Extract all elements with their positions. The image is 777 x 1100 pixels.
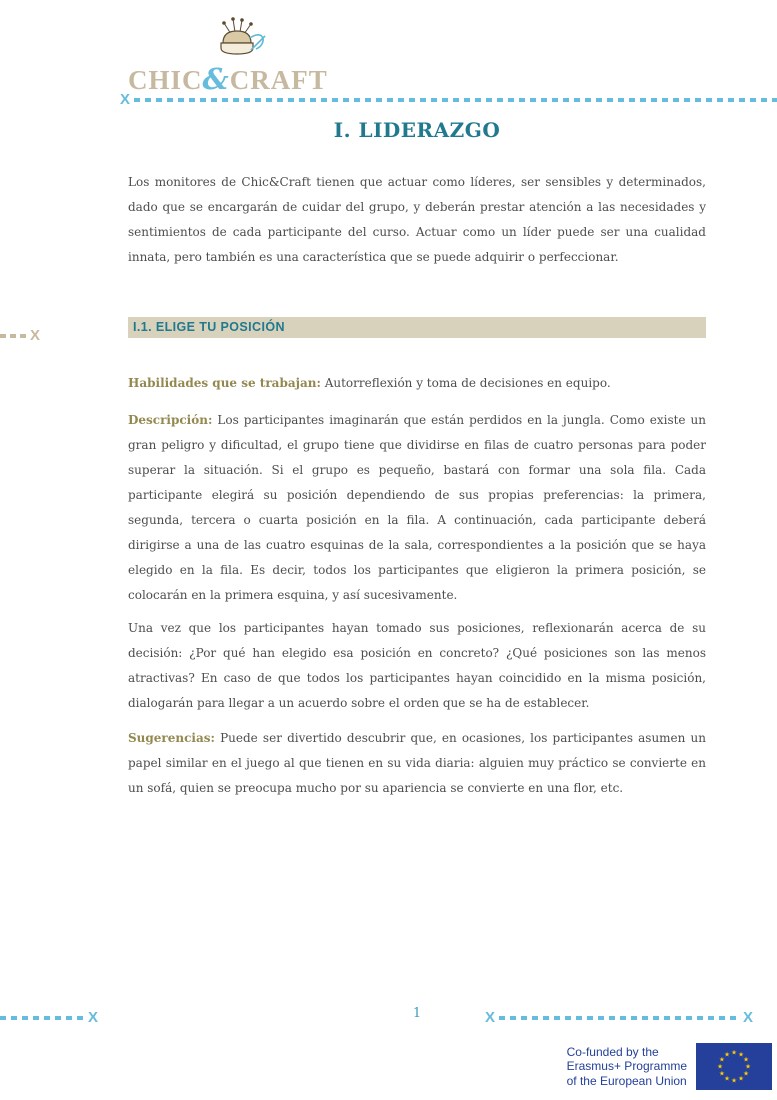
- eu-funding-text: [567, 1045, 687, 1089]
- description-paragraph: [128, 408, 706, 608]
- svg-text:★: ★: [745, 1062, 751, 1071]
- x-marker: X: [485, 1009, 496, 1026]
- intro-paragraph: Los monitores de Chic&Craft tienen que actuar como líderes, ser sensibles y determinados, dado que se encargarán de cuidar del grupo, y deberán prestar atención a las necesidades y sentimientos de cada participante del curso. Actuar como un líder puede ser una cualidad innata, pero también es una característica que se puede adquirir o perfeccionar.: [128, 175, 706, 264]
- dashed-line: [134, 98, 777, 102]
- svg-text:★: ★: [718, 1069, 725, 1078]
- x-marker: X: [120, 91, 131, 108]
- reflection-paragraph: Una vez que los participantes hayan tomado sus posiciones, reflexionarán acerca de su decisión: ¿Por qué han elegido esa posición en concreto? ¿Qué posiciones son las menos atractivas? En caso de que todos los participantes hayan coincidido en la misma posición, dialogarán para llegar a un acuerdo sobre el orden que se ha de establecer.: [128, 621, 706, 710]
- svg-text:★: ★: [731, 1048, 737, 1057]
- svg-text:★: ★: [731, 1076, 737, 1085]
- page-number: 1: [412, 1006, 422, 1021]
- page-title: I. LIDERAZGO: [333, 118, 501, 142]
- svg-text:★: ★: [718, 1055, 725, 1064]
- eu-funding-line: Erasmus+ Programme: [566, 1059, 687, 1074]
- svg-text:★: ★: [738, 1074, 744, 1083]
- left-margin-marker: [0, 327, 46, 344]
- section-heading-bar: I.1. ELIGE TU POSICIÓN: [128, 317, 706, 338]
- dashed-line: [0, 334, 26, 338]
- skills-label: Habilidades que se trabajan:: [128, 376, 321, 390]
- svg-text:★: ★: [738, 1050, 744, 1059]
- svg-text:★: ★: [743, 1069, 750, 1078]
- skills-line: [128, 371, 706, 396]
- logo: [128, 16, 328, 96]
- svg-text:★: ★: [743, 1055, 750, 1064]
- description-label: Descripción:: [128, 413, 213, 427]
- skills-text: Autorreflexión y toma de decisiones en equipo.: [324, 376, 611, 390]
- logo-ampersand: &: [202, 62, 230, 96]
- svg-text:★: ★: [724, 1050, 730, 1059]
- x-marker: X: [87, 1009, 98, 1026]
- suggestions-paragraph: [128, 726, 706, 801]
- dashed-line: [0, 1016, 84, 1020]
- x-marker: X: [742, 1009, 753, 1026]
- logo-word-craft: CRAFT: [229, 65, 328, 95]
- logo-text: [128, 62, 328, 96]
- footer-left-rule: [0, 1009, 98, 1026]
- suggestions-label: Sugerencias:: [128, 731, 215, 745]
- eu-funding-line: Co-funded by the: [566, 1044, 659, 1059]
- x-marker: X: [30, 327, 41, 344]
- description-text: Los participantes imaginarán que están perdidos en la jungla. Como existe un gran peligro y dificultad, el grupo tiene que dividirse en filas de cuatro personas para poder superar la situación. Si el grupo es pequeño, bastará con formar una sola fila. Cada participante elegirá su posición dependiendo de sus propias preferencias: la primera, segunda, tercera o cuarta posición en la fila. A continuación, cada participante deberá dirigirse a una de las cuatro esquinas de la sala, correspondientes a la posición que se haya elegido en la fila. Es decir, todos los participantes que eligieron la primera posición, se colocarán en la primera esquina, y así sucesivamente.: [128, 413, 706, 602]
- eu-flag-icon: [696, 1043, 772, 1090]
- eu-funding-line: of the European Union: [566, 1073, 687, 1088]
- svg-text:★: ★: [717, 1062, 723, 1071]
- svg-text:★: ★: [724, 1074, 730, 1083]
- top-dashed-rule: [120, 91, 777, 108]
- pincushion-icon: [206, 16, 270, 66]
- suggestions-text: Puede ser divertido descubrir que, en ocasiones, los participantes asumen un papel similar en el juego al que tienen en su vida diaria: alguien muy práctico se convierte en un sofá, quien se preocupa mucho por su apariencia se convierte en una flor, etc.: [128, 731, 706, 795]
- logo-word-chic: CHIC: [128, 65, 203, 95]
- footer-right-rule: [485, 1009, 753, 1026]
- dashed-line: [499, 1016, 739, 1020]
- eu-funding-block: [567, 1043, 772, 1090]
